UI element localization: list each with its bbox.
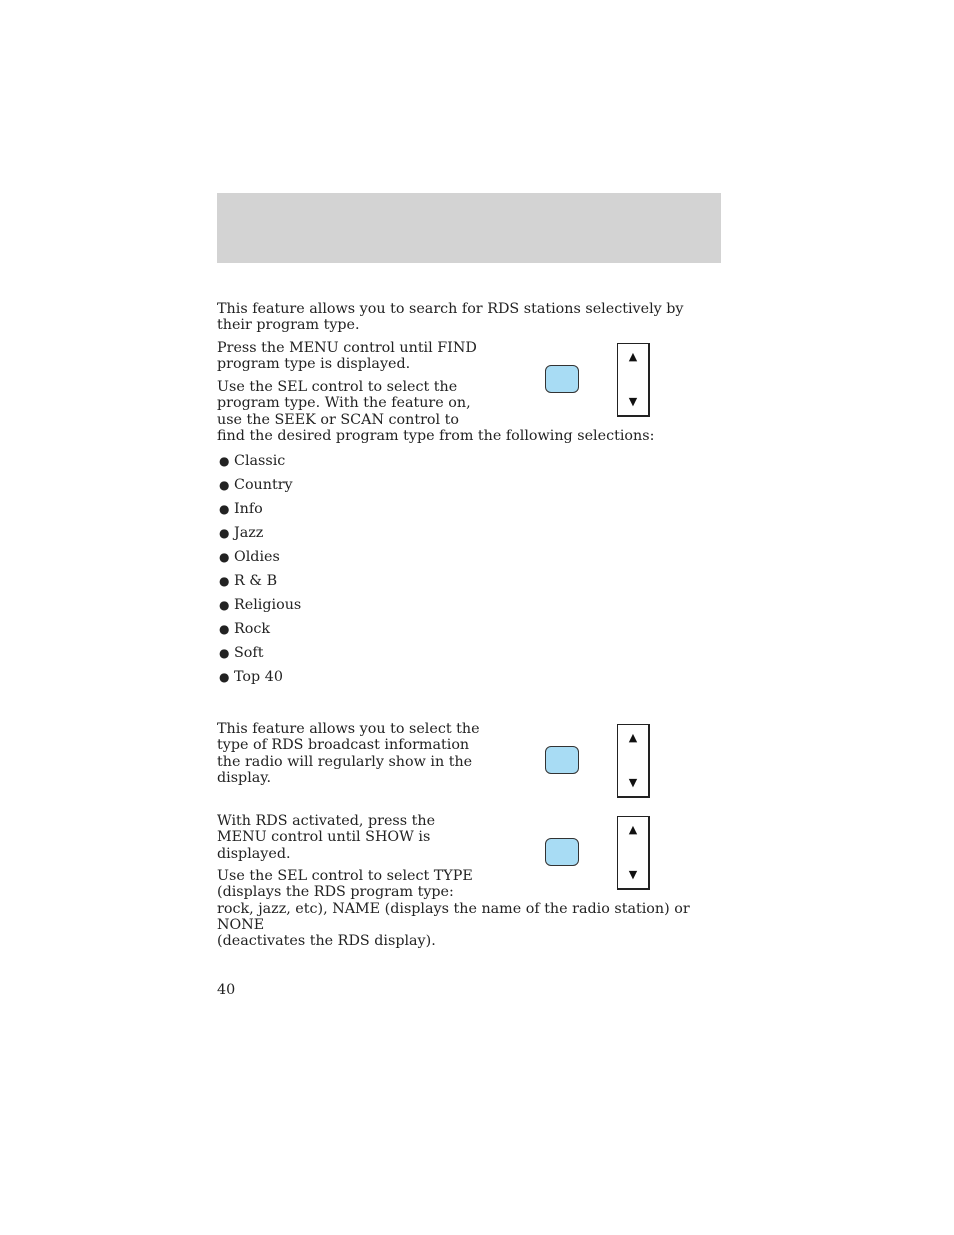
bullet-icon: ● xyxy=(219,622,230,636)
bullet-icon: ● xyxy=(219,478,230,492)
down-arrow-icon: ▼ xyxy=(628,868,638,881)
find-step2-line: program type. With the feature on, xyxy=(217,395,471,412)
list-item xyxy=(217,524,301,548)
up-arrow-icon: ▲ xyxy=(628,823,638,836)
bullet-icon: ● xyxy=(219,454,230,468)
list-item xyxy=(217,668,301,692)
show-intro-line: display. xyxy=(217,769,272,786)
list-item-label: Oldies xyxy=(234,549,280,565)
section-header-band xyxy=(217,193,721,263)
list-item xyxy=(217,476,301,500)
show-intro-line: type of RDS broadcast information xyxy=(217,737,470,754)
sel-rocker-icon xyxy=(617,724,650,798)
sel-rocker-icon xyxy=(617,343,650,417)
show-intro-line: This feature allows you to select the xyxy=(217,721,480,737)
find-step2-line: use the SEEK or SCAN control to xyxy=(217,411,459,428)
list-item-label: Top 40 xyxy=(234,669,283,685)
page-number: 40 xyxy=(217,982,236,998)
list-item xyxy=(217,452,301,476)
find-step1-text: Press the MENU control until FIND program type is displayed. xyxy=(217,340,477,373)
bullet-icon: ● xyxy=(219,550,230,564)
list-item xyxy=(217,620,301,644)
program-type-list xyxy=(217,452,301,692)
bullet-icon: ● xyxy=(219,646,230,660)
show-intro-line: the radio will regularly show in the xyxy=(217,753,473,770)
list-item xyxy=(217,644,301,668)
bullet-icon: ● xyxy=(219,526,230,540)
sel-rocker-icon xyxy=(617,816,650,890)
show-step1-paragraph xyxy=(217,813,507,862)
show-intro-paragraph xyxy=(217,721,507,786)
find-step2-line: Use the SEL control to select the xyxy=(217,379,458,395)
find-step1-paragraph xyxy=(217,340,477,373)
find-intro-text: This feature allows you to search for RDS stations selectively by their program type. xyxy=(217,301,684,334)
bullet-icon: ● xyxy=(219,574,230,588)
list-item xyxy=(217,500,301,524)
show-step1-line: MENU control until SHOW is xyxy=(217,829,431,846)
list-item-label: Jazz xyxy=(234,525,264,541)
menu-knob-icon xyxy=(545,746,579,774)
show-step1-line: With RDS activated, press the xyxy=(217,813,436,829)
menu-knob-icon xyxy=(545,838,579,866)
list-item xyxy=(217,572,301,596)
up-arrow-icon: ▲ xyxy=(628,350,638,363)
bullet-icon: ● xyxy=(219,502,230,516)
list-item-label: Religious xyxy=(234,597,302,613)
find-step2-line: find the desired program type from the following selections: xyxy=(217,427,655,444)
bullet-icon: ● xyxy=(219,598,230,612)
show-step2-line: (deactivates the RDS display). xyxy=(217,933,436,950)
show-step2-paragraph xyxy=(217,868,737,949)
down-arrow-icon: ▼ xyxy=(628,395,638,408)
find-intro-paragraph xyxy=(217,301,721,334)
show-step2-line: Use the SEL control to select TYPE xyxy=(217,868,473,884)
list-item-label: Info xyxy=(234,501,263,517)
up-arrow-icon: ▲ xyxy=(628,731,638,744)
show-step1-line: displayed. xyxy=(217,845,291,862)
down-arrow-icon: ▼ xyxy=(628,776,638,789)
menu-knob-icon xyxy=(545,365,579,393)
find-step2-paragraph xyxy=(217,379,737,444)
list-item xyxy=(217,548,301,572)
list-item-label: Classic xyxy=(234,453,286,469)
list-item xyxy=(217,596,301,620)
show-step2-line: (displays the RDS program type: xyxy=(217,884,454,901)
list-item-label: Soft xyxy=(234,645,264,661)
list-item-label: Country xyxy=(234,477,293,493)
show-step2-line: rock, jazz, etc), NAME (displays the name of the radio station) or NONE xyxy=(217,900,690,933)
bullet-icon: ● xyxy=(219,670,230,684)
list-item-label: R & B xyxy=(234,573,278,589)
list-item-label: Rock xyxy=(234,621,271,637)
